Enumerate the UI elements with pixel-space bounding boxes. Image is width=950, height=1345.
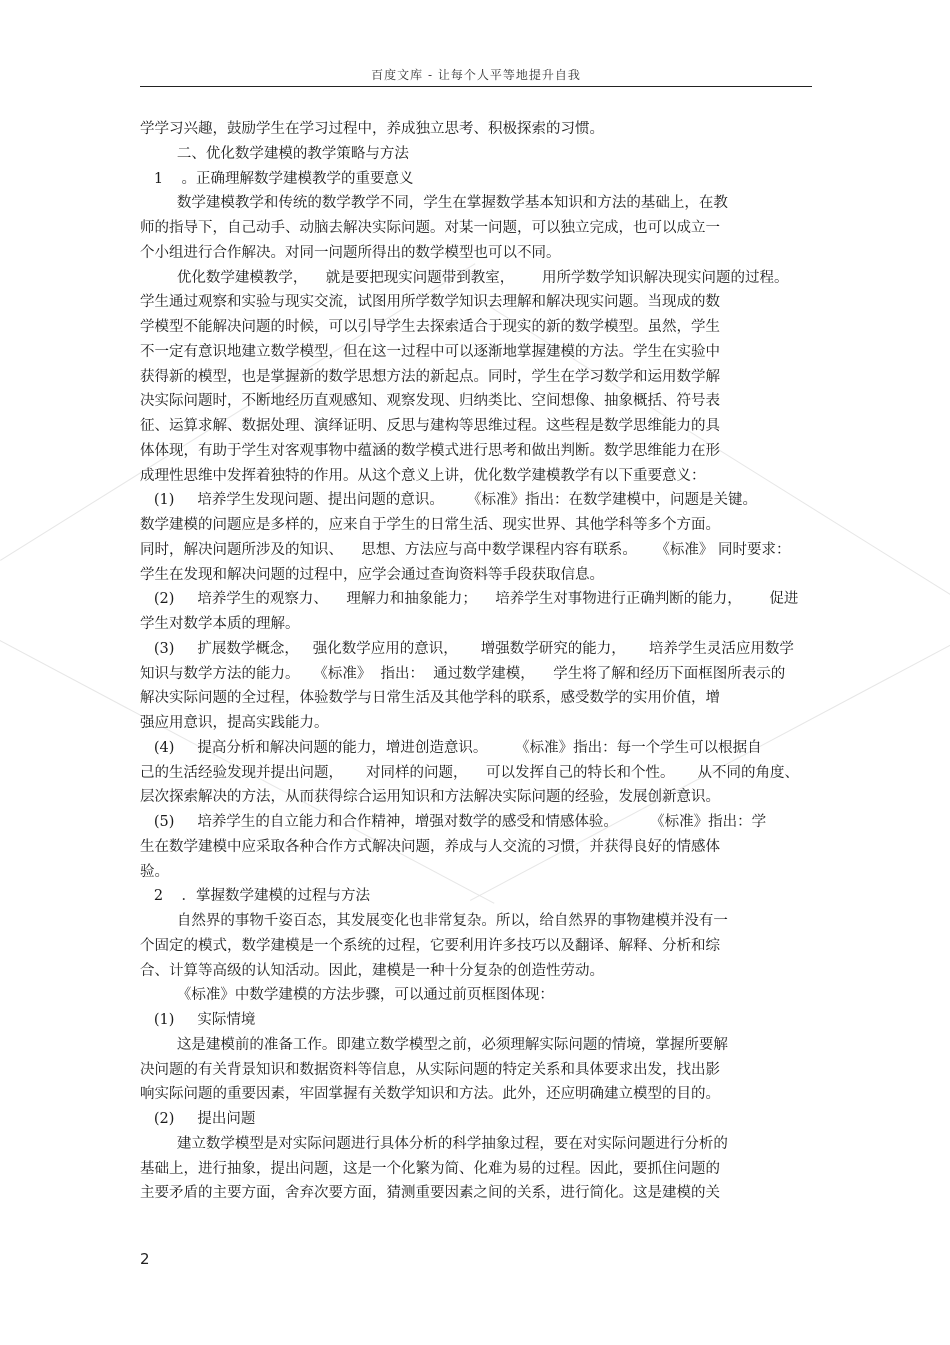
text-line: 二、优化数学建模的教学策略与方法 (140, 145, 409, 162)
text-line: 验。 (140, 863, 169, 880)
text-line: 主要矛盾的主要方面，舍弃次要方面，猜测重要因素之间的关系，进行简化。这是建模的关 (140, 1185, 720, 1202)
text-line: 学生通过观察和实验与现实交流，试图用所学数学知识去理解和解决现实问题。当现成的数 (140, 294, 720, 311)
text-line: 《标准》中数学建模的方法步骤，可以通过前页框图体现： (140, 987, 554, 1004)
text-line: 己的生活经验发现并提出问题， 对同样的问题， 可以发挥自己的特长和个性。 从不同的角度、 (140, 764, 800, 781)
text-line: 优化数学建模教学， 就是要把现实问题带到教室， 用所学数学知识解决现实问题的过程。 (140, 269, 789, 286)
page-header: 百度文库 - 让每个人平等地提升自我 (371, 68, 581, 82)
text-line: 体体现，有助于学生对客观事物中蕴涵的数学模式进行思考和做出判断。数学思维能力在形 (140, 442, 720, 459)
text-line: 生在数学建模中应采取各种合作方式解决问题，养成与人交流的习惯，并获得良好的情感体 (140, 838, 720, 855)
text-line: 学生对数学本质的理解。 (140, 616, 300, 632)
text-line: 知识与数学方法的能力。 《标准》 指出： 通过数学建模， 学生将了解和经历下面框图所表示的 (140, 665, 786, 682)
text-line: (1) 培养学生发现问题、提出问题的意识。 《标准》指出：在数学建模中，问题是关键。 (140, 492, 757, 509)
text-line: 响实际问题的重要因素，牢固掌握有关数学知识和方法。此外，还应明确建立模型的目的。 (140, 1086, 720, 1103)
text-line: (2) 培养学生的观察力、 理解力和抽象能力； 培养学生对事物进行正确判断的能力， 促进 (140, 591, 799, 608)
text-line: 个小组进行合作解决。对同一问题所得出的数学模型也可以不同。 (140, 244, 561, 261)
text-line: 同时，解决问题所涉及的知识、 思想、方法应与高中数学课程内容有联系。 《标准》 同时要求： (140, 541, 791, 558)
text-line: 决问题的有关背景知识和数据资料等信息，从实际问题的特定关系和具体要求出发，找出影 (140, 1061, 720, 1078)
text-line: 不一定有意识地建立数学模型，但在这一过程中可以逐渐地掌握建模的方法。学生在实验中 (140, 343, 720, 360)
text-line: 个固定的模式，数学建模是一个系统的过程，它要利用许多技巧以及翻译、解释、分析和综 (140, 937, 720, 954)
text-line: 学生在发现和解决问题的过程中，应学会通过查询资料等手段获取信息。 (140, 566, 604, 583)
text-line: 决实际问题时，不断地经历直观感知、观察发现、归纳类比、空间想像、抽象概括、符号表 (140, 393, 720, 410)
text-line: 自然界的事物千姿百态，其发展变化也非常复杂。所以，给自然界的事物建模并没有一 (140, 913, 728, 929)
text-line: 师的指导下，自己动手、动脑去解决实际问题。对某一问题，可以独立完成，也可以成立一 (140, 220, 720, 236)
text-line: 基础上，进行抽象，提出问题，这是一个化繁为简、化难为易的过程。因此，要抓住问题的 (140, 1160, 720, 1177)
text-line: 2 ．掌握数学建模的过程与方法 (140, 888, 370, 905)
text-line: 合、计算等高级的认知活动。因此，建模是一种十分复杂的创造性劳动。 (140, 962, 604, 979)
text-line: 解决实际问题的全过程，体验数学与日常生活及其他学科的联系，感受数学的实用价值，增 (140, 690, 720, 707)
text-line: 层次探索解决的方法，从而获得综合运用知识和方法解决实际问题的经验，发展创新意识。 (140, 789, 720, 806)
text-line: 征、运算求解、数据处理、演绎证明、反思与建构等思维过程。这些程是数学思维能力的具 (140, 418, 720, 434)
text-line: (3) 扩展数学概念， 强化数学应用的意识， 增强数学研究的能力， 培养学生灵活应用数学 (140, 640, 794, 657)
text-line: 强应用意识，提高实践能力。 (140, 715, 329, 731)
text-line: (1) 实际情境 (140, 1012, 256, 1028)
text-line: 学学习兴趣，鼓励学生在学习过程中，养成独立思考、积极探索的习惯。 (140, 121, 604, 137)
text-line: (5) 培养学生的自立能力和合作精神，增强对数学的感受和情感体验。 《标准》指出：学 (140, 814, 767, 830)
text-line: 成理性思维中发挥着独特的作用。从这个意义上讲，优化数学建模教学有以下重要意义： (140, 467, 706, 484)
text-line: 数学建模教学和传统的数学教学不同，学生在掌握数学基本知识和方法的基础上，在教 (140, 195, 728, 212)
text-line: 数学建模的问题应是多样的，应来自于学生的日常生活、现实世界、其他学科等多个方面。 (140, 517, 720, 533)
text-line: (4) 提高分析和解决问题的能力，增进创造意识。 《标准》指出：每一个学生可以根据自 (140, 739, 762, 756)
text-line: 建立数学模型是对实际问题进行具体分析的科学抽象过程，要在对实际问题进行分析的 (140, 1135, 728, 1152)
text-line: 1 。正确理解数学建模教学的重要意义 (140, 170, 414, 187)
page-number: 2 (140, 1250, 150, 1268)
header-divider (140, 86, 812, 87)
text-line: (2) 提出问题 (140, 1111, 256, 1127)
text-line: 获得新的模型，也是掌握新的数学思想方法的新起点。同时，学生在学习数学和运用数学解 (140, 368, 720, 385)
text-line: 这是建模前的准备工作。即建立数学模型之前，必须理解实际问题的情境，掌握所要解 (140, 1036, 728, 1053)
text-line: 学模型不能解决问题的时候，可以引导学生去探索适合于现实的新的数学模型。虽然，学生 (140, 319, 720, 335)
